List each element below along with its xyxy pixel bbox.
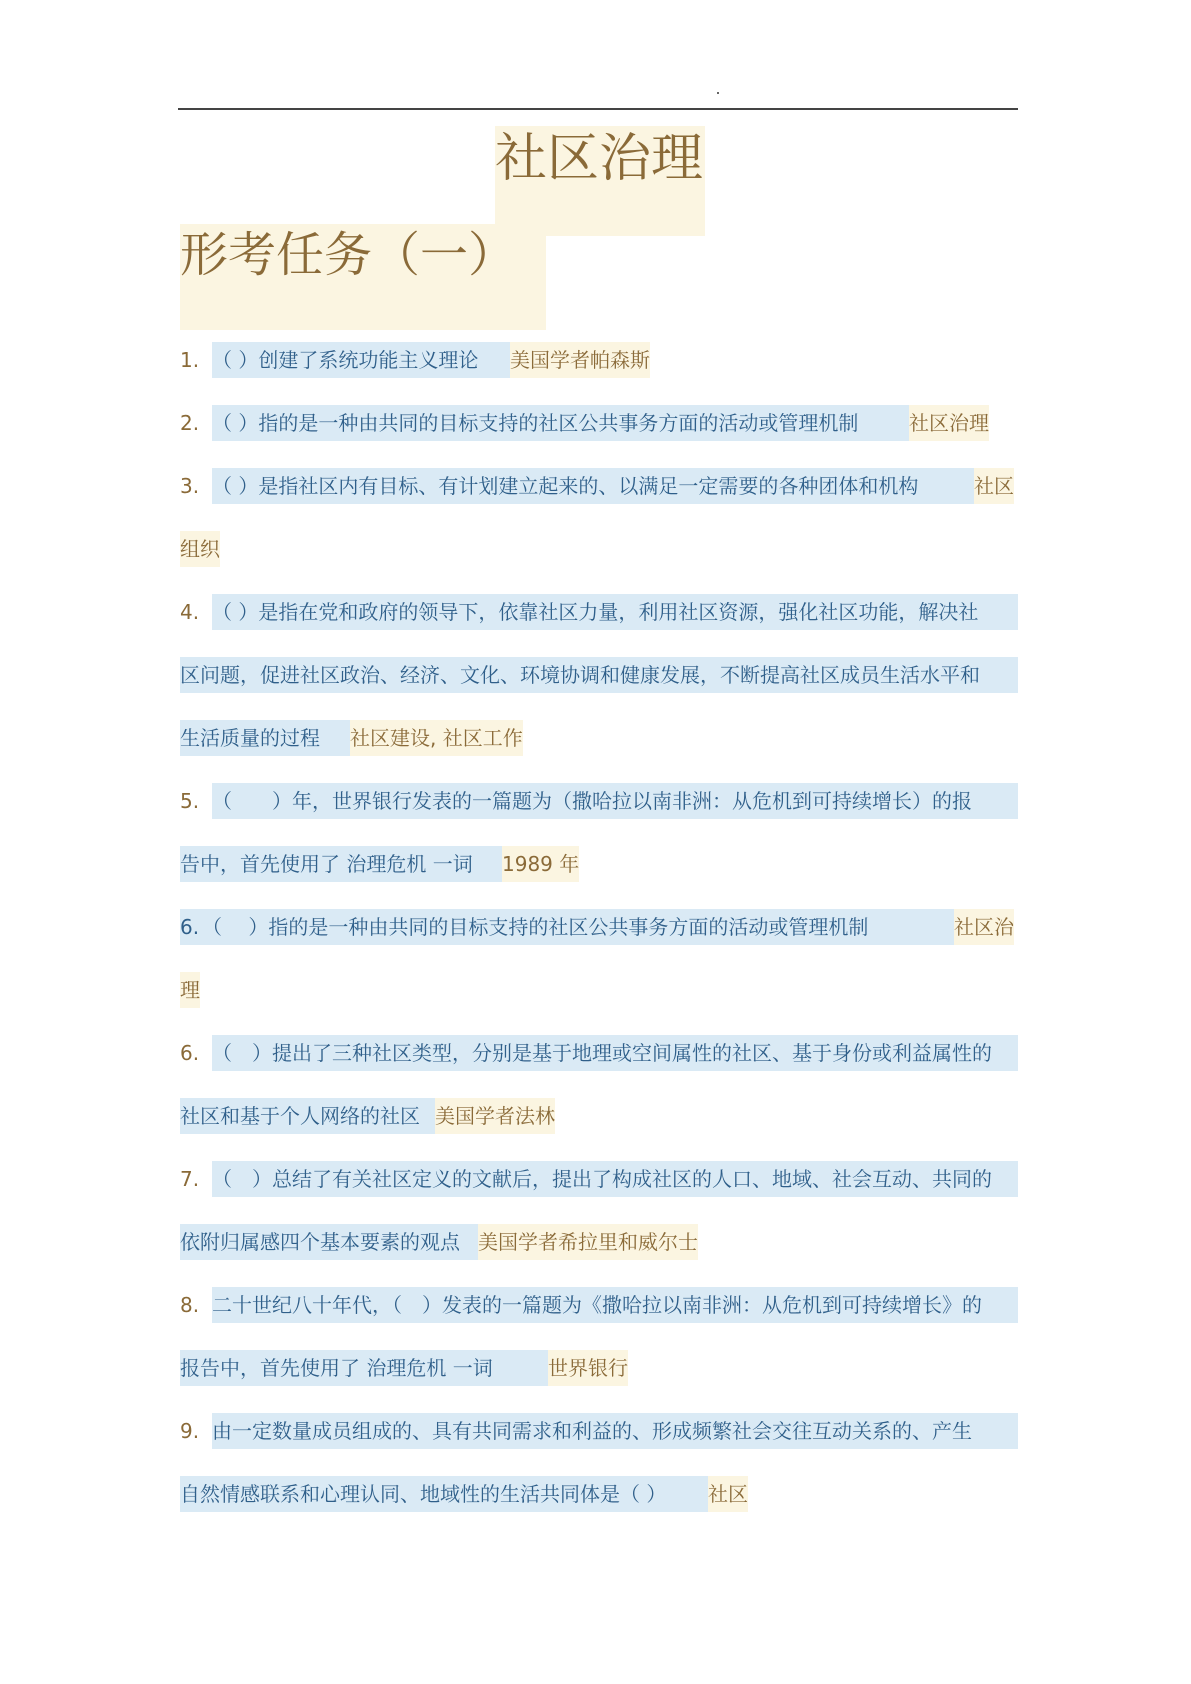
question-6b-line-2 xyxy=(180,1098,555,1134)
question-number: 6. xyxy=(180,1041,200,1065)
question-text: 报告中，首先使用了 治理危机 一词 xyxy=(180,1350,548,1386)
question-text: （ ）总结了有关社区定义的文献后，提出了构成社区的人口、地域、社会互动、共同的 xyxy=(212,1161,1018,1197)
question-text: 社区和基于个人网络的社区 xyxy=(180,1098,435,1134)
question-4-line-1 xyxy=(180,594,1018,630)
answer-text: 1989 年 xyxy=(502,846,579,882)
question-text: （ ）是指社区内有目标、有计划建立起来的、以满足一定需要的各种团体和机构 xyxy=(212,468,974,504)
answer-text: 美国学者法林 xyxy=(435,1098,555,1134)
question-4-line-3 xyxy=(180,720,523,756)
question-number: 5. xyxy=(180,789,200,813)
question-number: 7. xyxy=(180,1167,200,1191)
question-number: 4. xyxy=(180,600,200,624)
question-text: 生活质量的过程 xyxy=(180,720,350,756)
page-title: 社区治理 xyxy=(495,126,705,236)
question-9-line-1 xyxy=(180,1413,1018,1449)
question-5-line-1 xyxy=(180,783,1018,819)
question-text: （ ）指的是一种由共同的目标支持的社区公共事务方面的活动或管理机制 xyxy=(202,909,954,945)
answer-text: 美国学者希拉里和威尔士 xyxy=(478,1224,698,1260)
question-1-line-1 xyxy=(180,342,650,378)
answer-text: 社区建设, 社区工作 xyxy=(350,720,523,756)
answer-text: 社区治理 xyxy=(909,405,989,441)
question-2-line-1 xyxy=(180,405,989,441)
answer-text: 社区治 xyxy=(954,909,1014,945)
question-number: 9. xyxy=(180,1419,200,1443)
question-number: 1. xyxy=(180,348,200,372)
question-3-line-1 xyxy=(180,468,1014,504)
question-text: （ ）年，世界银行发表的一篇题为（撒哈拉以南非洲：从危机到可持续增长）的报 xyxy=(212,783,1018,819)
question-text: （ ）是指在党和政府的领导下，依靠社区力量，利用社区资源，强化社区功能，解决社 xyxy=(212,594,1018,630)
question-6b-line-1 xyxy=(180,1035,1018,1071)
header-rule xyxy=(178,108,1018,110)
question-text: 告中，首先使用了 治理危机 一词 xyxy=(180,846,502,882)
question-6a-line-2 xyxy=(180,972,200,1008)
answer-text: 组织 xyxy=(180,531,220,567)
question-7-line-1 xyxy=(180,1161,1018,1197)
question-text: 自然情感联系和心理认同、地域性的生活共同体是（ ） xyxy=(180,1476,708,1512)
question-text: 由一定数量成员组成的、具有共同需求和利益的、形成频繁社会交往互动关系的、产生 xyxy=(212,1413,1018,1449)
question-8-line-2 xyxy=(180,1350,628,1386)
question-4-line-2 xyxy=(180,657,1018,693)
question-text: （ ）提出了三种社区类型，分别是基于地理或空间属性的社区、基于身份或利益属性的 xyxy=(212,1035,1018,1071)
question-9-line-2 xyxy=(180,1476,748,1512)
answer-text: 社区 xyxy=(974,468,1014,504)
question-text: （ ）创建了系统功能主义理论 xyxy=(212,342,510,378)
question-number: 2. xyxy=(180,411,200,435)
question-number: 3. xyxy=(180,474,200,498)
page-subtitle: 形考任务（一） xyxy=(180,224,546,330)
question-5-line-2 xyxy=(180,846,579,882)
question-text: 依附归属感四个基本要素的观点 xyxy=(180,1224,478,1260)
answer-text: 社区 xyxy=(708,1476,748,1512)
question-text: 二十世纪八十年代，（ ）发表的一篇题为《撒哈拉以南非洲：从危机到可持续增长》的 xyxy=(212,1287,1018,1323)
question-3-line-2 xyxy=(180,531,220,567)
question-number: 8. xyxy=(180,1293,200,1317)
header-dot xyxy=(717,92,719,94)
question-8-line-1 xyxy=(180,1287,1018,1323)
answer-text: 世界银行 xyxy=(548,1350,628,1386)
question-6a-line-1 xyxy=(180,909,1014,945)
question-text: 区问题，促进社区政治、经济、文化、环境协调和健康发展，不断提高社区成员生活水平和 xyxy=(180,657,1018,693)
question-text: （ ）指的是一种由共同的目标支持的社区公共事务方面的活动或管理机制 xyxy=(212,405,909,441)
answer-text: 美国学者帕森斯 xyxy=(510,342,650,378)
question-number: 6. xyxy=(180,909,202,945)
question-7-line-2 xyxy=(180,1224,698,1260)
answer-text: 理 xyxy=(180,972,200,1008)
